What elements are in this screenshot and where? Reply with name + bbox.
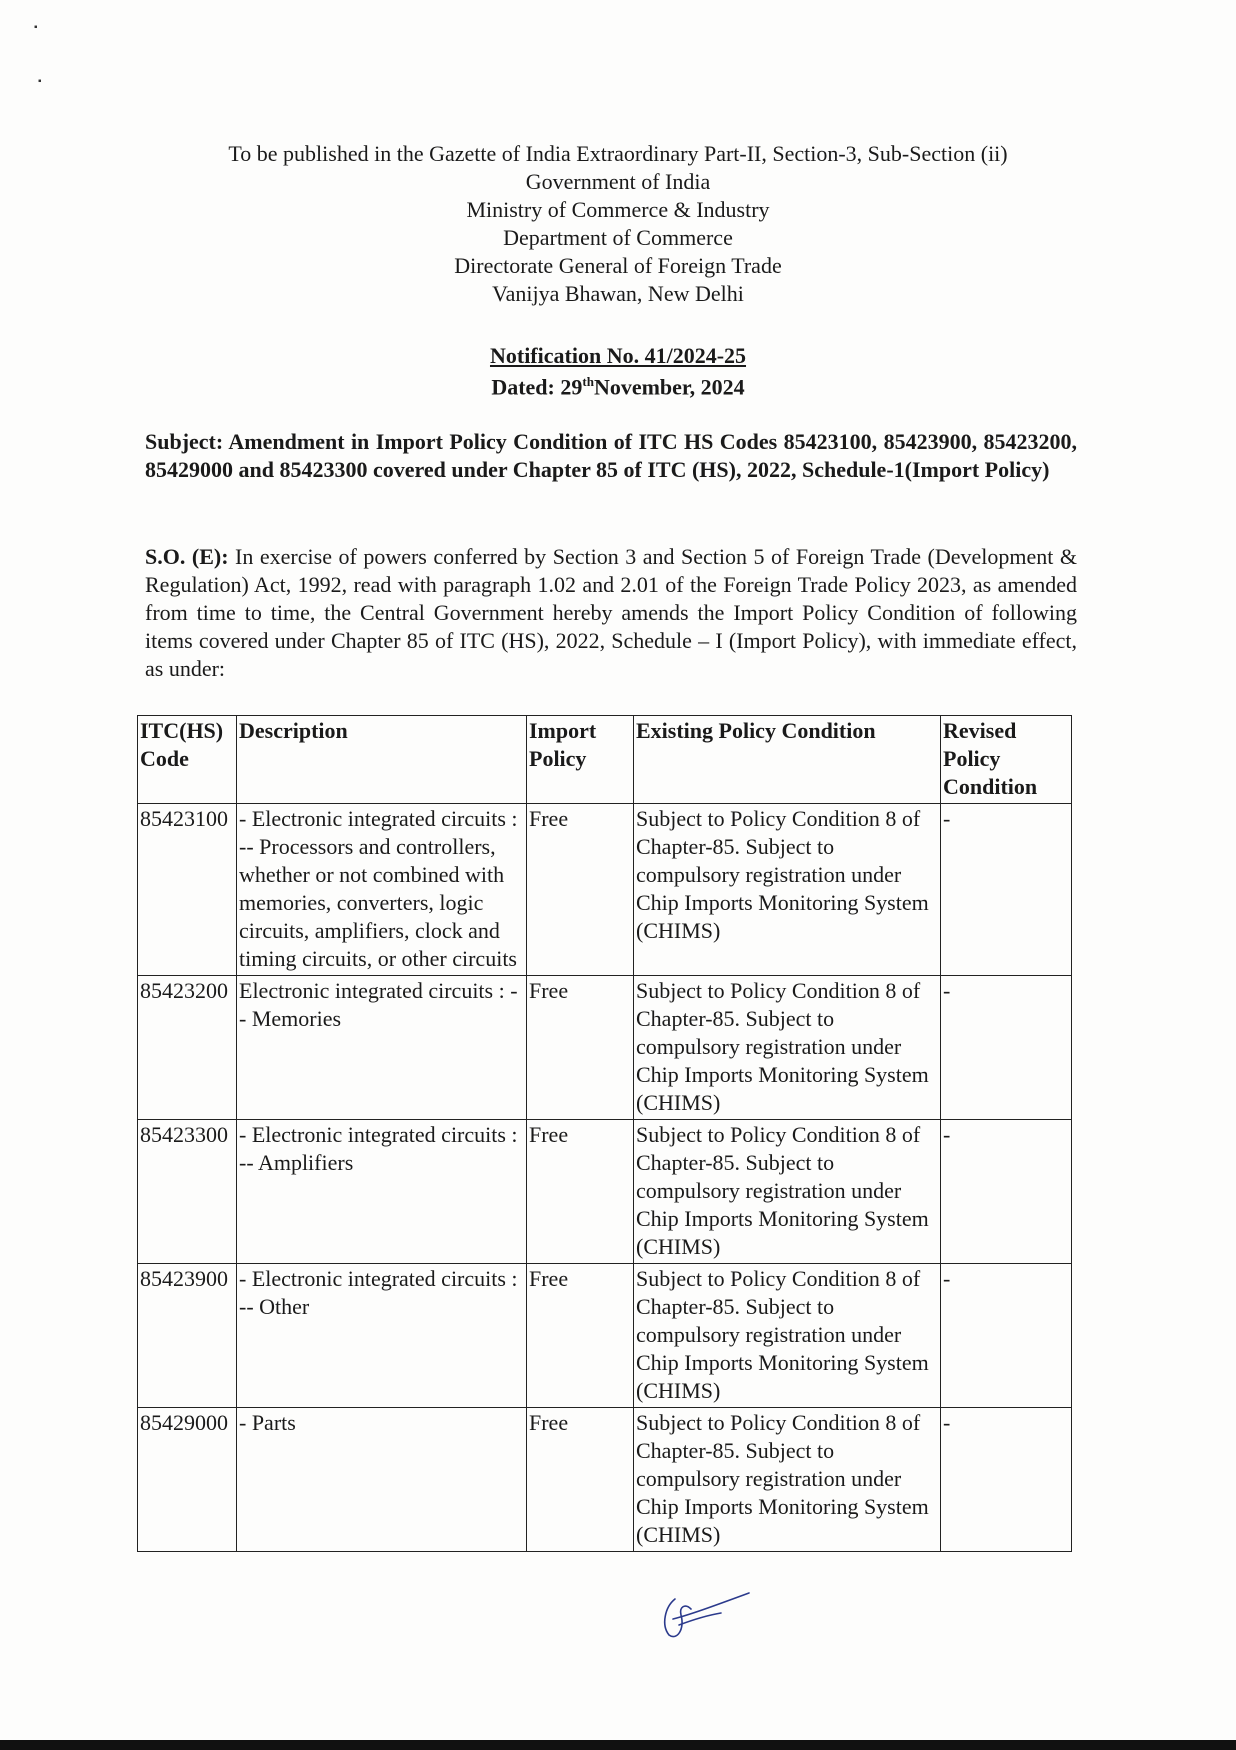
cell-import-policy: Free [527,1120,634,1264]
gazette-header [0,140,1236,308]
scan-artifact: ▪ [34,22,38,33]
body-lead: S.O. (E): [145,544,229,569]
header-existing-condition: Existing Policy Condition [634,716,941,804]
cell-itc-code: 85423100 [138,804,237,976]
date-ordinal: th [582,374,594,389]
header-description: Description [237,716,527,804]
table-row [138,1264,1072,1408]
date-prefix: Dated: 29 [491,374,583,400]
cell-description: - Parts [237,1408,527,1552]
cell-import-policy: Free [527,1264,634,1408]
cell-description: Electronic integrated circuits : -- Memories [237,976,527,1120]
scan-artifact: ▪ [38,76,42,87]
header-itc-code: ITC(HS) Code [138,716,237,804]
header-line-gazette: To be published in the Gazette of India Extraordinary Part-II, Section-3, Sub-Section (ii) [228,141,1008,166]
header-import-policy: Import Policy [527,716,634,804]
cell-existing-condition: Subject to Policy Condition 8 of Chapter-85. Subject to compulsory registration under Chip Imports Monitoring System (CHIMS) [634,976,941,1120]
body-paragraph [145,543,1077,683]
table-header-row [138,716,1072,804]
notification-date [0,369,1236,400]
header-revised-condition: Revised Policy Condition [941,716,1072,804]
cell-itc-code: 85429000 [138,1408,237,1552]
body-text: In exercise of powers conferred by Section 3 and Section 5 of Foreign Trade (Development & Regulation) Act, 1992, read with paragraph 1.02 and 2.01 of the Foreign Trade Policy 2023, as amended from time to time, the Central Government hereby amends the Import Policy Condition of following items covered under Chapter 85 of ITC (HS), 2022, Schedule – I (Import Policy), with immediate effect, as under: [145,544,1077,681]
cell-import-policy: Free [527,804,634,976]
handwritten-signature [655,1585,755,1645]
cell-import-policy: Free [527,1408,634,1552]
cell-description: - Electronic integrated circuits : -- Other [237,1264,527,1408]
cell-existing-condition: Subject to Policy Condition 8 of Chapter-85. Subject to compulsory registration under Chip Imports Monitoring System (CHIMS) [634,804,941,976]
table-row [138,1408,1072,1552]
cell-itc-code: 85423900 [138,1264,237,1408]
notification-block [0,343,1236,400]
notification-number: Notification No. 41/2024-25 [489,343,747,368]
cell-revised-condition: - [941,976,1072,1120]
cell-existing-condition: Subject to Policy Condition 8 of Chapter-85. Subject to compulsory registration under Chip Imports Monitoring System (CHIMS) [634,1408,941,1552]
policy-table [137,715,1072,1552]
cell-itc-code: 85423200 [138,976,237,1120]
table-row [138,804,1072,976]
cell-description: - Electronic integrated circuits : -- Processors and controllers, whether or not combined with memories, converters, logic circuits, amplifiers, clock and timing circuits, or other circuits [237,804,527,976]
cell-import-policy: Free [527,976,634,1120]
header-line-ministry: Ministry of Commerce & Industry [466,197,770,222]
cell-existing-condition: Subject to Policy Condition 8 of Chapter-85. Subject to compulsory registration under Chip Imports Monitoring System (CHIMS) [634,1264,941,1408]
cell-existing-condition: Subject to Policy Condition 8 of Chapter-85. Subject to compulsory registration under Chip Imports Monitoring System (CHIMS) [634,1120,941,1264]
table-row [138,976,1072,1120]
cell-itc-code: 85423300 [138,1120,237,1264]
header-line-government: Government of India [525,169,711,194]
cell-revised-condition: - [941,1408,1072,1552]
cell-revised-condition: - [941,1120,1072,1264]
date-suffix: November, 2024 [593,374,745,400]
cell-revised-condition: - [941,1264,1072,1408]
subject-paragraph: Subject: Amendment in Import Policy Condition of ITC HS Codes 85423100, 85423900, 85423200, 85429000 and 85423300 covered under Chapter 85 of ITC (HS), 2022, Schedule-1(Import Policy) [145,429,1077,482]
cell-revised-condition: - [941,804,1072,976]
cell-description: - Electronic integrated circuits : -- Amplifiers [237,1120,527,1264]
header-line-department: Department of Commerce [503,225,733,250]
header-line-directorate: Directorate General of Foreign Trade [454,253,782,278]
scan-bottom-edge [0,1740,1236,1750]
table-row [138,1120,1072,1264]
header-line-address: Vanijya Bhawan, New Delhi [492,281,744,306]
